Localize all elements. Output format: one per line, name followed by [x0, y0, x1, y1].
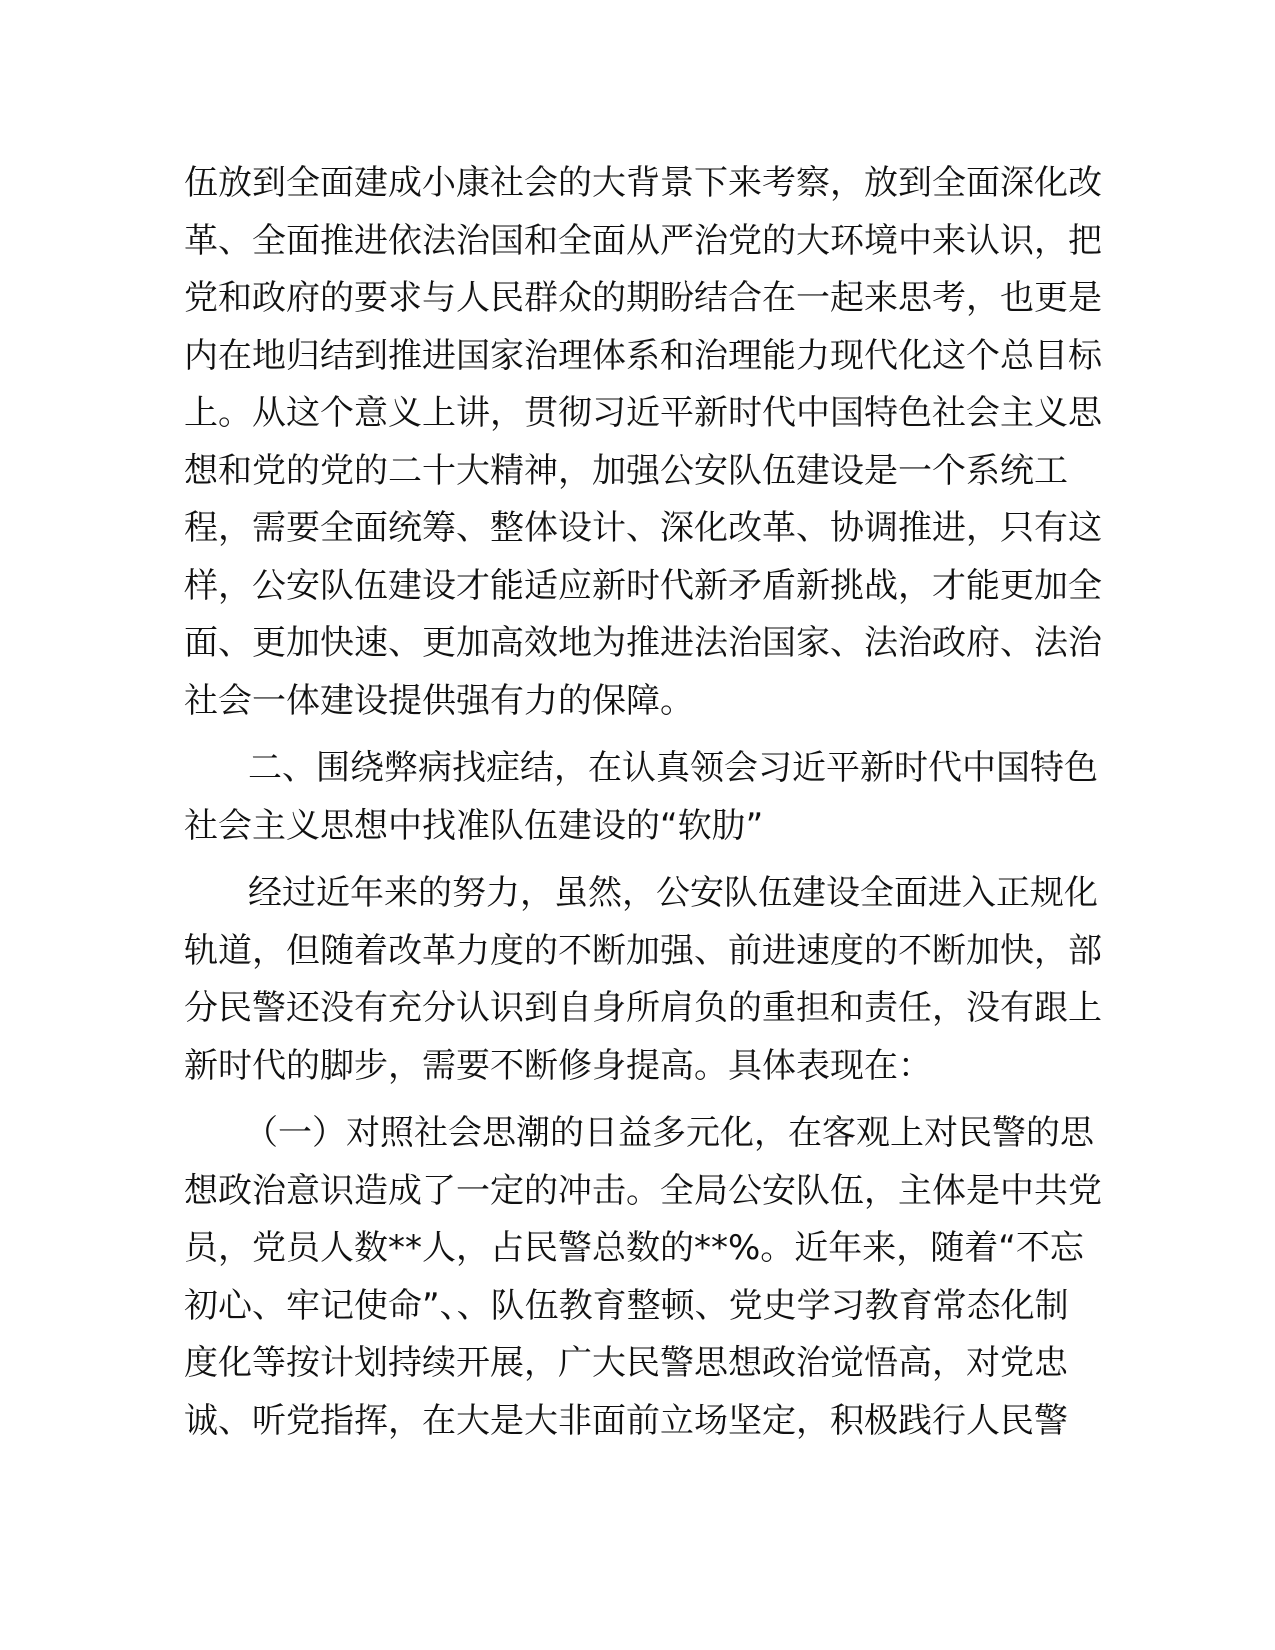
paragraph-spacer — [184, 730, 1084, 740]
document-body — [184, 155, 1102, 1450]
text-line: （一）对照社会思潮的日益多元化，在客观上对民警的思 — [244, 1113, 1094, 1153]
section-heading — [184, 740, 1098, 855]
text-line: 党和政府的要求与人民群众的期盼结合在一起来思考，也更是 — [184, 278, 1102, 318]
text-line: 伍放到全面建成小康社会的大背景下来考察，放到全面深化改 — [184, 163, 1102, 203]
paragraph-1 — [184, 155, 1102, 730]
text-line: 面、更加快速、更加高效地为推进法治国家、法治政府、法治 — [184, 623, 1102, 663]
heading-line: 二、围绕弊病找症结，在认真领会习近平新时代中国特色 — [248, 748, 1098, 788]
text-line: 员，党员人数**人，占民警总数的**%。近年来，随着“不忘 — [184, 1228, 1084, 1268]
paragraph-spacer — [184, 1095, 1084, 1105]
text-line: 经过近年来的努力，虽然，公安队伍建设全面进入正规化 — [248, 873, 1098, 913]
text-line: 度化等按计划持续开展，广大民警思想政治觉悟高，对党忠 — [184, 1343, 1068, 1383]
text-line: 程，需要全面统筹、整体设计、深化改革、协调推进，只有这 — [184, 508, 1102, 548]
paragraph-3 — [184, 865, 1102, 1095]
heading-line: 社会主义思想中找准队伍建设的“软肋” — [184, 805, 764, 846]
text-line: 上。从这个意义上讲，贯彻习近平新时代中国特色社会主义思 — [184, 393, 1102, 433]
text-line: 样，公安队伍建设才能适应新时代新矛盾新挑战，才能更加全 — [184, 565, 1102, 606]
paragraph-spacer — [184, 855, 1084, 865]
text-line: 轨道，但随着改革力度的不断加强、前进速度的不断加快，部 — [184, 930, 1102, 971]
text-line: 初心、牢记使命”、、队伍教育整顿、党史学习教育常态化制 — [184, 1285, 1069, 1326]
text-line: 想和党的党的二十大精神，加强公安队伍建设是一个系统工 — [184, 450, 1068, 491]
text-line: 新时代的脚步，需要不断修身提高。具体表现在： — [184, 1045, 932, 1086]
text-line: 诚、听党指挥，在大是大非面前立场坚定，积极践行人民警 — [184, 1400, 1068, 1441]
text-line: 想政治意识造成了一定的冲击。全局公安队伍，主体是中共党 — [184, 1170, 1102, 1211]
text-line: 分民警还没有充分认识到自身所肩负的重担和责任，没有跟上 — [184, 988, 1102, 1028]
text-line: 社会一体建设提供强有力的保障。 — [184, 680, 694, 721]
text-line: 革、全面推进依法治国和全面从严治党的大环境中来认识，把 — [184, 220, 1102, 261]
text-line: 内在地归结到推进国家治理体系和治理能力现代化这个总目标 — [184, 335, 1102, 376]
paragraph-4 — [184, 1105, 1102, 1450]
